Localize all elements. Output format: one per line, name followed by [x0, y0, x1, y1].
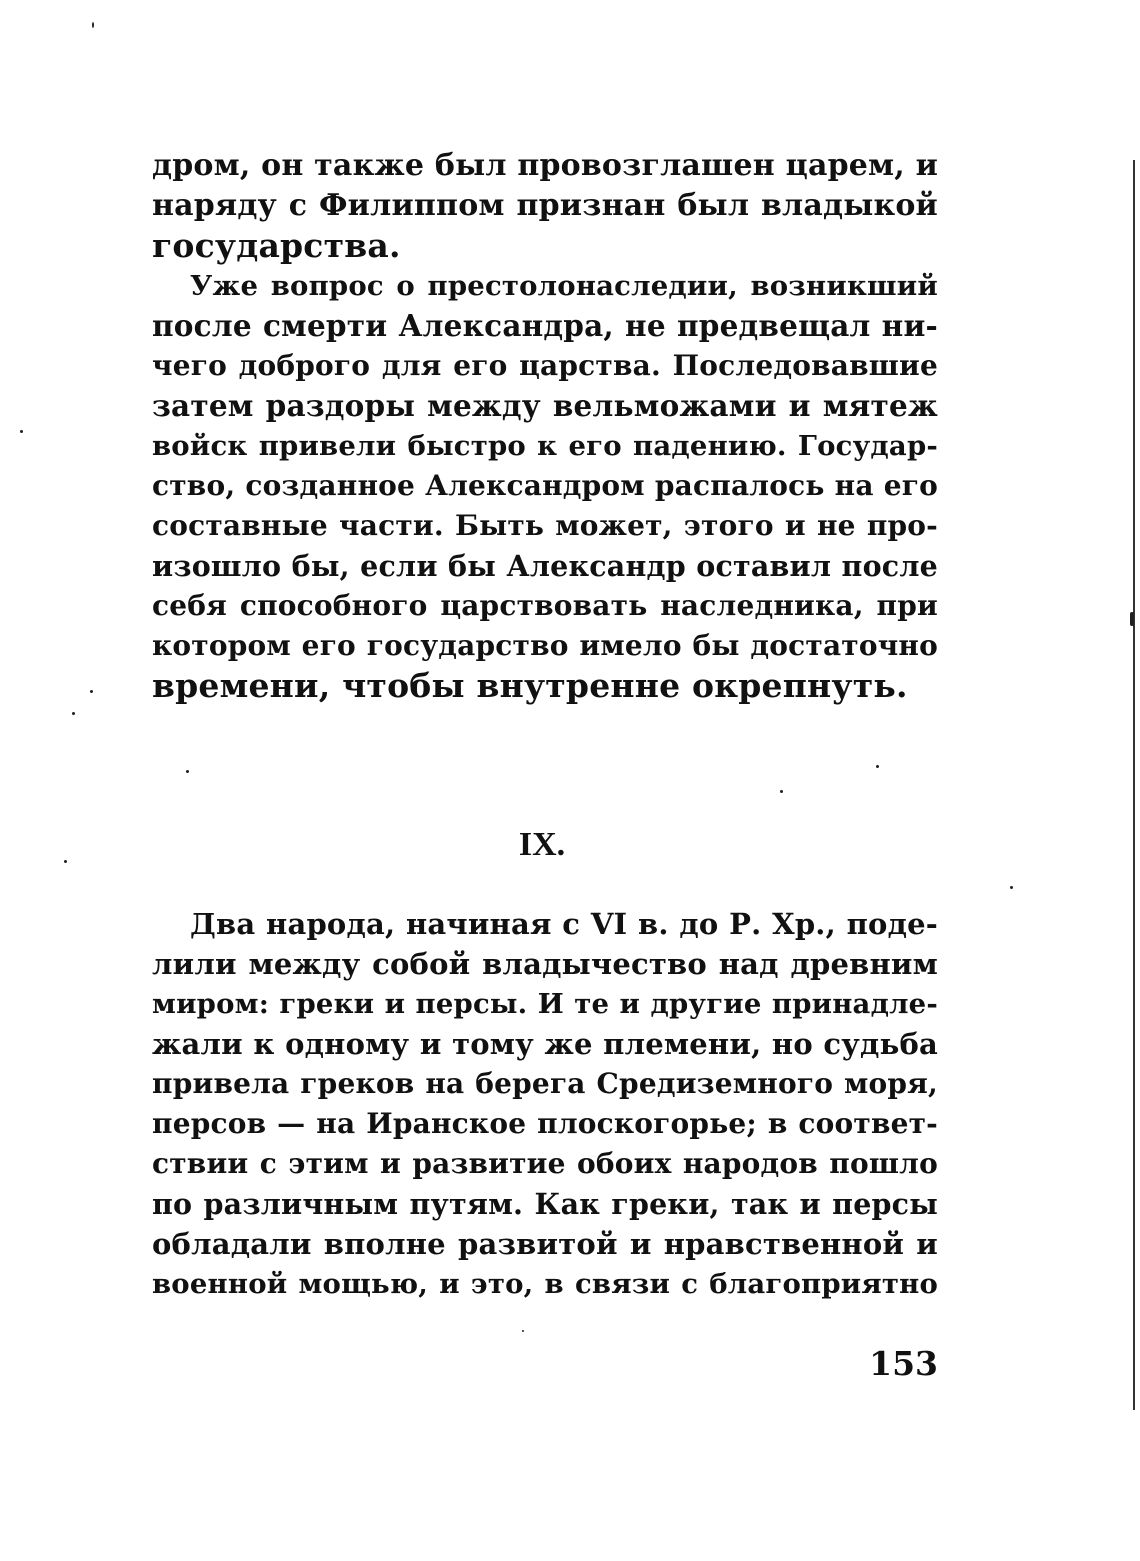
- text-line: Два народа, начиная с VI в. до Р. Хр., поде-: [190, 907, 938, 941]
- scan-speck: [92, 22, 94, 28]
- text-line: изошло бы, если бы Александр оставил после: [152, 549, 938, 583]
- page-edge-shadow: [1133, 160, 1135, 1410]
- text-line: ство, созданное Александром распалось на его: [152, 469, 938, 502]
- text-line: ствии с этим и развитие обоих народов пошло: [152, 1147, 938, 1180]
- scan-speck: [72, 712, 75, 715]
- text-line: государства.: [152, 226, 401, 265]
- text-line: войск привели быстро к его падению. Государ-: [152, 430, 938, 462]
- text-line: времени, чтобы внутренне окрепнуть.: [152, 666, 908, 705]
- text-line: дром, он также был провозглашен царем, и: [152, 148, 939, 183]
- text-line: составные части. Быть может, этого и не про-: [152, 509, 938, 542]
- section-heading: IX.: [518, 826, 566, 863]
- text-line: себя способного царствовать наследника, при: [152, 589, 938, 622]
- page-number: 153: [869, 1344, 938, 1383]
- text-line: после смерти Александра, не предвещал ни-: [152, 308, 938, 343]
- scan-speck: [876, 765, 879, 768]
- text-line: обладали вполне развитой и нравственной и: [152, 1227, 938, 1261]
- text-line: привела греков на берега Средиземного моря,: [152, 1067, 938, 1100]
- text-line: лили между собой владычество над древним: [152, 947, 938, 981]
- text-line: затем раздоры между вельможами и мятеж: [152, 388, 938, 423]
- text-line: персов — на Иранское плоскогорье; в соответ-: [152, 1107, 938, 1140]
- text-line: наряду с Филиппом признан был владыкой: [152, 188, 938, 223]
- scan-speck: [90, 690, 93, 693]
- text-line: военной мощью, и это, в связи с благоприятно: [152, 1268, 938, 1300]
- text-line: чего доброго для его царства. Последовавшие: [152, 349, 938, 382]
- text-line: котором его государство имело бы достаточно: [152, 629, 938, 662]
- scan-speck: [20, 430, 23, 433]
- scan-speck: [1130, 612, 1134, 626]
- text-line: Уже вопрос о престолонаследии, возникший: [190, 270, 938, 302]
- scan-speck: [64, 860, 67, 863]
- text-line: по различным путям. Как греки, так и персы: [152, 1187, 938, 1221]
- scan-speck: [1010, 886, 1013, 889]
- scan-speck: [186, 770, 189, 773]
- scan-speck: [780, 790, 783, 793]
- text-line: жали к одному и тому же племени, но судьба: [152, 1027, 938, 1061]
- text-line: миром: греки и персы. И те и другие принадле-: [152, 988, 938, 1020]
- scan-speck: [522, 1330, 524, 1332]
